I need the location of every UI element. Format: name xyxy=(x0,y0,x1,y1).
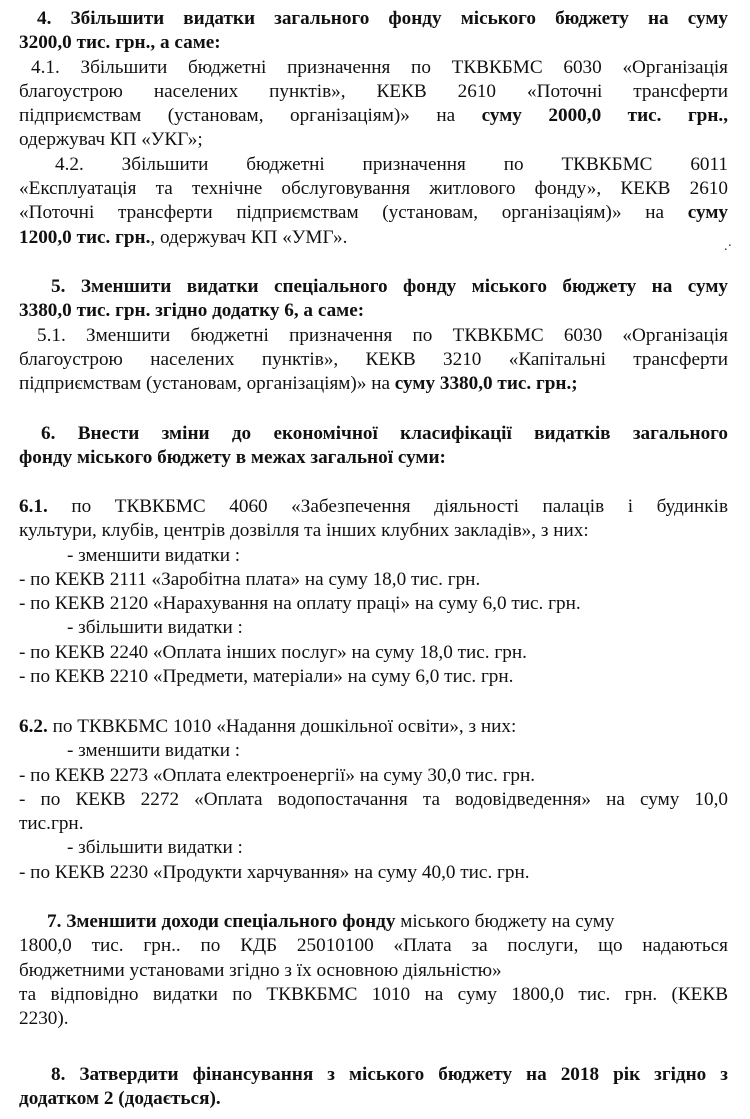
item-6-1-decrease-label: - зменшити видатки : xyxy=(67,544,241,566)
item-6-2-decrease-2: - по КЕКВ 2272 «Оплата водопостачання та водовідведення» на суму 10,0 xyxy=(19,788,728,810)
section-6 xyxy=(19,422,728,471)
item-6-2-decrease-2-cont: тис.грн. xyxy=(19,813,84,835)
item-5-1-line-3 xyxy=(19,372,728,396)
section-7-title: 7. Зменшити доходи спеціального фонду xyxy=(47,911,396,932)
item-6-2-decrease-1: - по КЕКВ 2273 «Оплата електроенергії» на суму 30,0 тис. грн. xyxy=(19,764,536,786)
section-8 xyxy=(19,1063,728,1112)
item-4-2-text: «Поточні трансферти підприємствам (установам, організаціям)» на xyxy=(19,202,665,224)
section-6-title-line-1: 6. Внести зміни до економічної класифікації видатків загального xyxy=(41,423,728,444)
item-5-1-line-1: 5.1. Зменшити бюджетні призначення по ТКВКБМС 6030 «Організація xyxy=(37,324,728,346)
item-6-2-text: по ТКВКБМС 1010 «Надання дошкільної освіти», з них: xyxy=(52,716,517,737)
item-5-1-amount: суму 3380,0 тис. грн.; xyxy=(394,373,578,395)
item-4-2-line-3 xyxy=(19,201,728,225)
scan-speck: .· xyxy=(724,239,733,254)
section-4-title-line-2: 3200,0 тис. грн., а саме: xyxy=(19,32,221,54)
item-4-1-line-4: одержувач КП «УКГ»; xyxy=(19,129,203,151)
section-7 xyxy=(19,910,728,1031)
section-4 xyxy=(19,7,728,250)
item-4-2-amount-end: 1200,0 тис. грн. xyxy=(19,226,151,248)
item-5-1-line-2: благоустрою населених пунктів», КЕКВ 3210 «Капітальні трансферти xyxy=(19,348,728,370)
item-4-1-line-3 xyxy=(19,104,728,128)
item-4-2-line-2: «Експлуатація та технічне обслуговування житлового фонду», КЕКВ 2610 xyxy=(19,178,728,200)
section-7-line-3: бюджетними установами згідно з їх основною діяльністю» xyxy=(19,959,502,981)
section-7-title-rest: міського бюджету на суму xyxy=(400,911,615,932)
item-6-2 xyxy=(19,715,728,885)
section-4-title-line-1: 4. Збільшити видатки загального фонду міського бюджету на суму xyxy=(37,8,728,29)
item-6-2-increase-label: - збільшити видатки : xyxy=(67,837,243,859)
item-6-2-decrease-label: - зменшити видатки : xyxy=(67,740,241,762)
item-6-1-line-1 xyxy=(19,495,728,519)
section-8-title-line-1: 8. Затвердити фінансування з міського бюджету на 2018 рік згідно з xyxy=(51,1064,728,1085)
item-6-2-line-1 xyxy=(19,715,728,739)
item-4-1-text: підприємствам (установам, організаціям)» на xyxy=(19,105,456,127)
item-4-1-amount: суму 2000,0 тис. грн., xyxy=(481,105,728,127)
item-6-1 xyxy=(19,495,728,689)
section-6-title-line-2: фонду міського бюджету в межах загальної суми: xyxy=(19,447,446,469)
section-7-line-5: 2230). xyxy=(19,1008,69,1030)
item-6-1-increase-1: - по КЕКВ 2240 «Оплата інших послуг» на суму 18,0 тис. грн. xyxy=(19,641,527,663)
item-4-2-recipient: , одержувач КП «УМГ». xyxy=(150,226,348,248)
item-6-2-number: 6.2. xyxy=(19,716,48,737)
item-6-2-increase-1: - по КЕКВ 2230 «Продукти харчування» на суму 40,0 тис. грн. xyxy=(19,861,530,883)
section-5-title-line-2: 3380,0 тис. грн. згідно додатку 6, а саме: xyxy=(19,300,365,322)
item-4-2-amount-start: суму xyxy=(687,202,729,224)
section-5-title-line-1: 5. Зменшити видатки спеціального фонду міського бюджету на суму xyxy=(51,276,728,297)
item-5-1-text: підприємствам (установам, організаціям)» на xyxy=(19,373,390,395)
item-4-2-line-1: 4.2. Збільшити бюджетні призначення по ТКВКБМС 6011 xyxy=(55,153,728,175)
item-6-1-increase-2: - по КЕКВ 2210 «Предмети, матеріали» на суму 6,0 тис. грн. xyxy=(19,666,514,688)
section-7-line-1 xyxy=(19,910,728,934)
item-4-2-line-4 xyxy=(19,226,728,250)
item-6-1-decrease-2: - по КЕКВ 2120 «Нарахування на оплату праці» на суму 6,0 тис. грн. xyxy=(19,593,581,615)
section-7-line-4: та відповідно видатки по ТКВКБМС 1010 на суму 1800,0 тис. грн. (КЕКВ xyxy=(19,983,728,1005)
item-6-1-number: 6.1. xyxy=(19,496,48,517)
section-5 xyxy=(19,275,728,396)
item-4-1-line-2: благоустрою населених пунктів», КЕКВ 2610 «Поточні трансферти xyxy=(19,80,728,102)
section-7-line-2: 1800,0 тис. грн.. по КДБ 25010100 «Плата за послуги, що надаються xyxy=(19,935,728,957)
item-4-1-line-1: 4.1. Збільшити бюджетні призначення по ТКВКБМС 6030 «Організація xyxy=(31,56,728,78)
section-8-title-line-2: додатком 2 (додається). xyxy=(19,1088,221,1110)
item-6-1-decrease-1: - по КЕКВ 2111 «Заробітна плата» на суму 18,0 тис. грн. xyxy=(19,568,481,590)
item-6-1-line-2: культури, клубів, центрів дозвілля та інших клубних закладів», з них: xyxy=(19,520,589,542)
item-6-1-increase-label: - збільшити видатки : xyxy=(67,617,243,639)
item-6-1-text: по ТКВКБМС 4060 «Забезпечення діяльності палаців і будинків xyxy=(71,496,729,517)
